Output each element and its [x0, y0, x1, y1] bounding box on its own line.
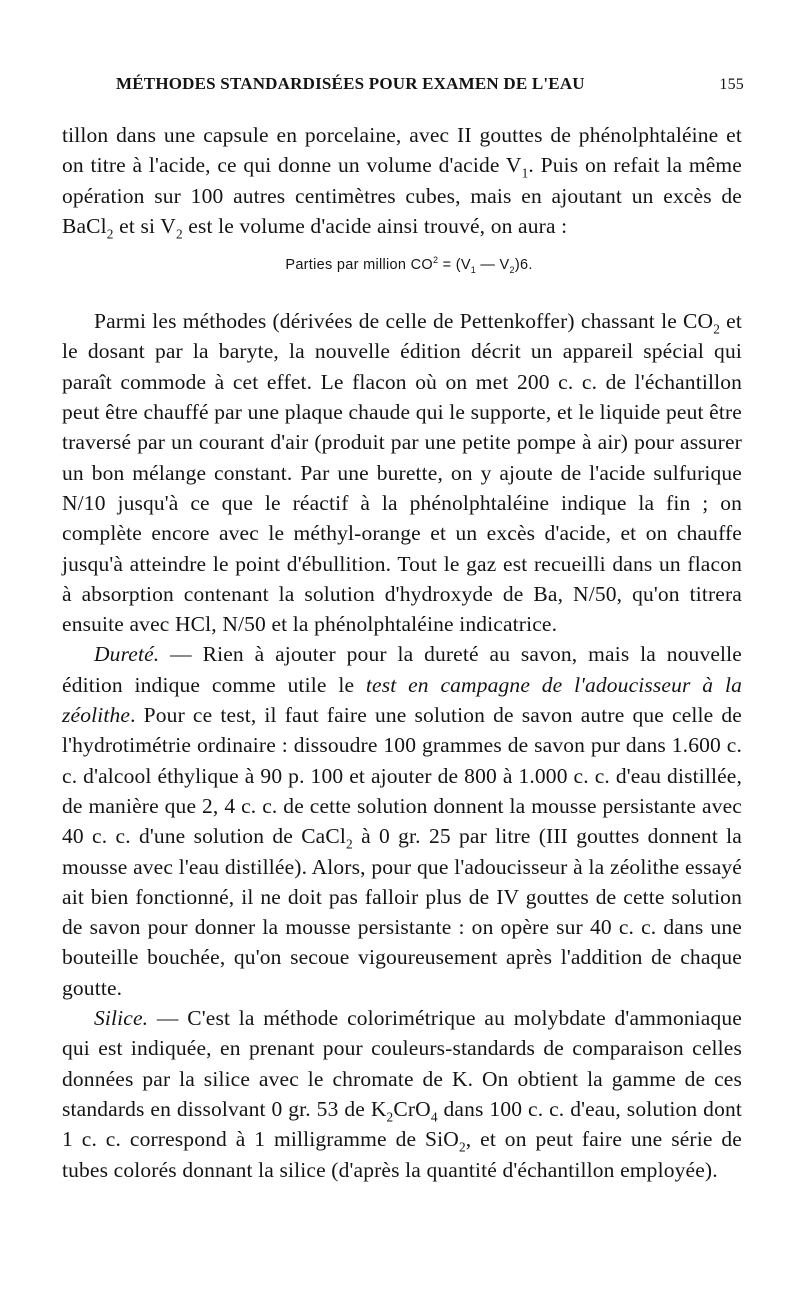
page-number: 155 — [719, 76, 744, 93]
paragraph-silice: Silice. — C'est la méthode colorimétrique au molybdate d'ammoniaque qui est indiquée, en prenant pour couleurs-standards de comparaison celles données par la silice avec le chromate de K. On obtient la gamme de ces standards en dissolvant 0 gr. 53 de $K_2CrO_4$ dans 100 c. c. d'eau, solution dont 1 c. c. correspond à 1 milligramme de SiO$_2$, et on peut faire une série de tubes colorés donnant la silice (d'après la quantité d'échantillon employée). — [62, 1006, 742, 1182]
section-lead-silice: Silice. — [94, 1006, 149, 1031]
co2-formula: Parties par million $CO^2 = (V_1$ — $V_2)6$. — [285, 255, 533, 276]
paragraph-continuation: tillon dans une capsule en porcelaine, avec II gouttes de phénolphtaléine et on titre à l'acide, ce qui donne un volume d'acide $V_1$. Puis on refait la même opération sur 100 autres centimètres cubes, mais en ajoutant un excès de BaCl$_2$ et si $V_2$ est le volume d'acide ainsi trouvé, on aura : — [62, 123, 742, 242]
emphasis-test: test en campagne de l'adoucisseur à la zéolithe — [62, 672, 742, 728]
paragraph-durete: Dureté. — Rien à ajouter pour la dureté au savon, mais la nouvelle édition indique comme utile le test en campagne de l'adoucisseur à la zéolithe. Pour ce test, il faut faire une solution de savon autre que celle de l'hydrotimétrie ordinaire : dissoudre 100 grammes de savon pur dans 1.600 c. c. d'alcool éthylique à 90 p. 100 et ajouter de 800 à 1.000 c. c. d'eau distillée, de manière que 2, 4 c. c. de cette solution donnent la mousse persistante avec 40 c. c. d'une solution de CaCl$_2$ à 0 gr. 25 par litre (III gouttes donnent la mousse avec l'eau distillée). Alors, pour que l'adoucisseur à la zéolithe essayé ait bien fonctionné, il ne doit pas falloir plus de IV gouttes de cette solution de savon pour donner la mousse persistante : on opère sur 40 c. c. dans une bouteille bouchée, qu'on secoue vigoureusement après l'addition de chaque goutte. — [62, 642, 742, 1000]
paragraph-co2-method: Parmi les méthodes (dérivées de celle de Pettenkoffer) chassant le $CO_2$ et le dosant par la baryte, la nouvelle édition décrit un appareil spécial qui paraît commode à cet effet. Le flacon où on met 200 c. c. de l'échantillon peut être chauffé par une plaque chaude qui le supporte, et le liquide peut être traversé par un courant d'air (produit par une petite pompe à air) pour assurer un bon mélange constant. Par une burette, on y ajoute de l'acide sulfurique N/10 jusqu'à ce que le réactif à la phénolphtaléine indique la fin ; on complète encore avec le méthyl-orange et un excès d'acide, et on chauffe jusqu'à atteindre le point d'ébullition. Tout le gaz est recueilli dans un flacon à absorption contenant la solution d'hydroxyde de Ba, N/50, qu'on titrera ensuite avec HCl, N/50 et la phénolphtaléine indicatrice. — [62, 309, 742, 637]
section-lead-durete: Dureté. — [94, 642, 160, 667]
page-header — [62, 74, 742, 106]
book-page — [62, 74, 742, 1185]
running-title: MÉTHODES STANDARDISÉES POUR EXAMEN DE L'EAU — [116, 74, 585, 93]
